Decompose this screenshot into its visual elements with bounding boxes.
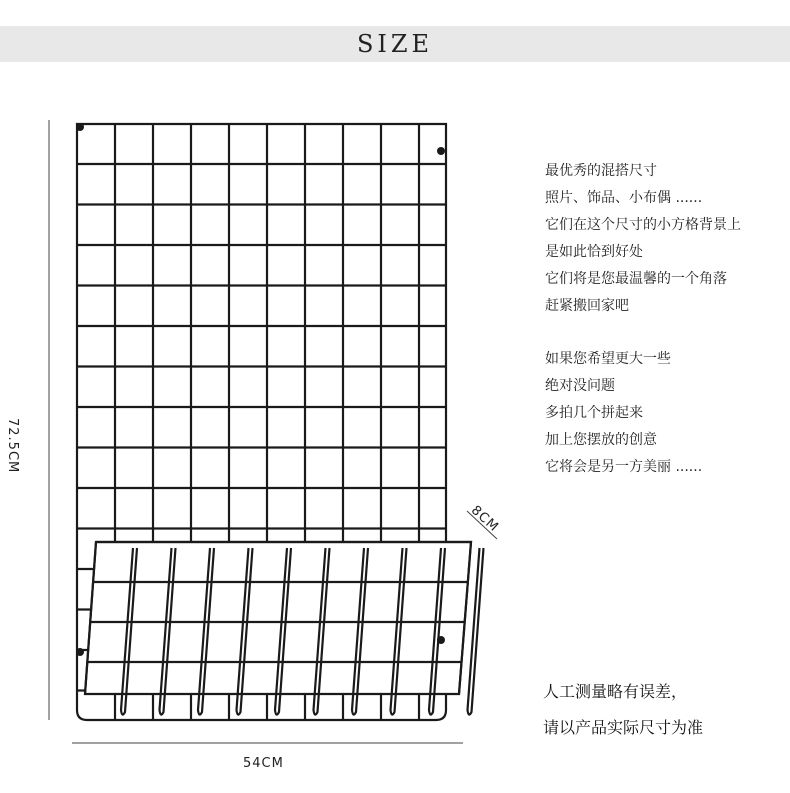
description-line: 是如此恰到好处 [545, 244, 643, 260]
description-line: 绝对没问题 [545, 378, 615, 394]
description-line: 它将会是另一方美丽 ...... [545, 459, 703, 475]
description-line: 它们在这个尺寸的小方格背景上 [545, 217, 741, 233]
page-title: SIZE [356, 30, 434, 58]
description-block-2 [545, 346, 702, 481]
width-label: 54CM [243, 756, 284, 771]
depth-label: 8CM [467, 503, 502, 536]
mount-peg [76, 123, 84, 131]
description-line: 加上您摆放的创意 [545, 432, 657, 448]
description-line: 赶紧搬回家吧 [545, 298, 629, 314]
description-line: 照片、饰品、小布偶 ...... [545, 190, 703, 206]
basket-hanger-wire [468, 548, 484, 715]
description-block-1 [545, 158, 741, 320]
description-line: 最优秀的混搭尺寸 [545, 163, 657, 179]
description-line: 如果您希望更大一些 [545, 351, 671, 367]
mount-peg [437, 147, 445, 155]
measurement-note-2: 请以产品实际尺寸为准 [543, 718, 704, 737]
mount-peg [437, 636, 445, 644]
mount-peg [76, 648, 84, 656]
measurement-note: 人工测量略有误差， [543, 682, 688, 701]
description-line: 它们将是您最温馨的一个角落 [545, 271, 727, 287]
height-label: 72.5CM [5, 418, 20, 474]
description-line: 多拍几个拼起来 [545, 405, 643, 421]
